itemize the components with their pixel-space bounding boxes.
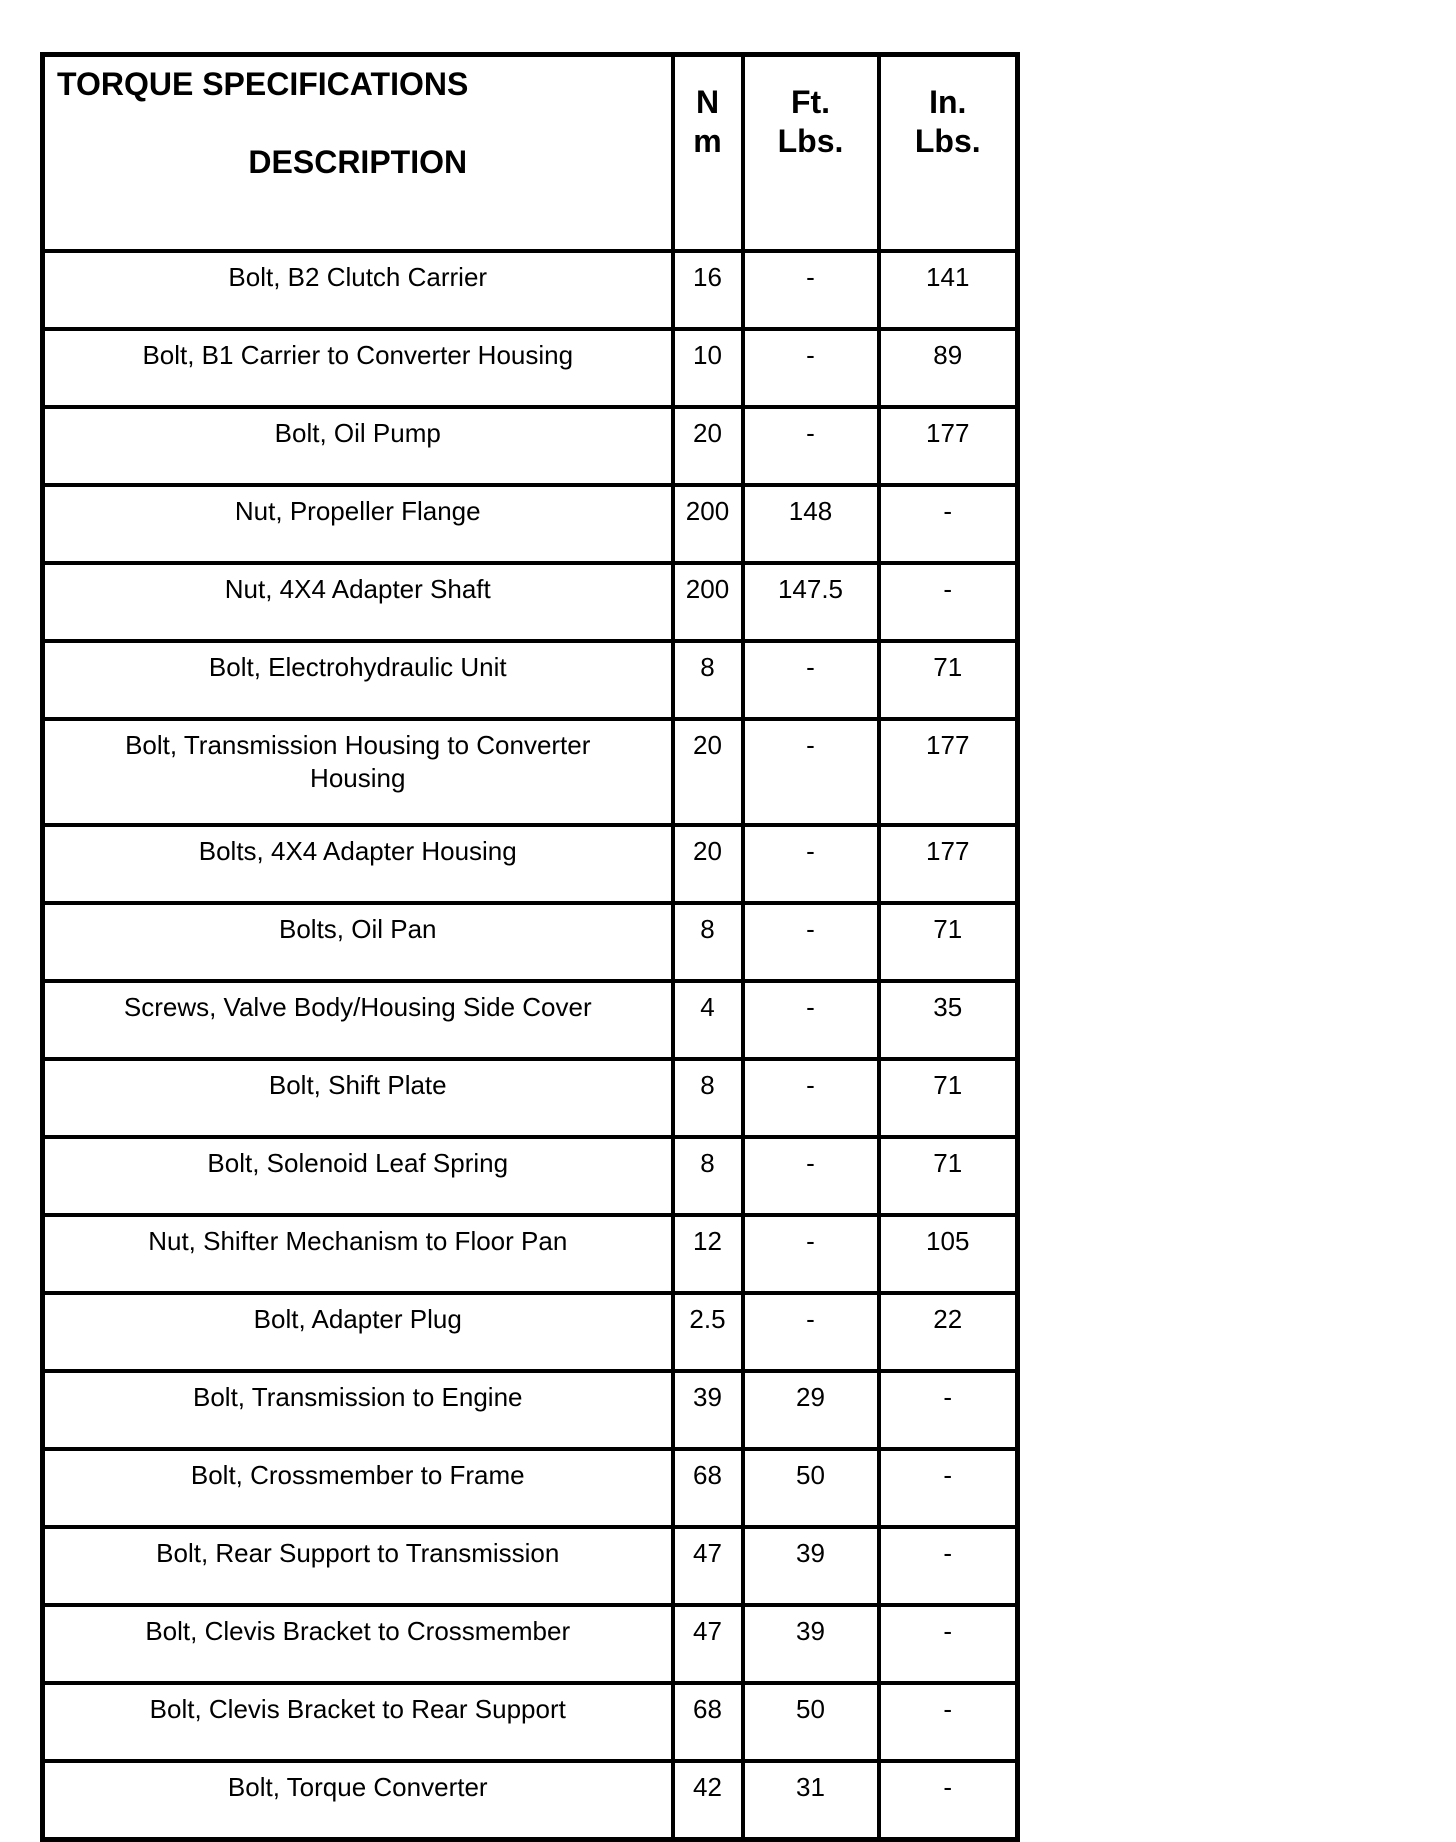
in-lbs-cell: 177	[879, 825, 1018, 903]
nm-cell: 20	[673, 407, 743, 485]
header-nm: N m	[693, 84, 722, 159]
nm-cell: 8	[673, 903, 743, 981]
in-lbs-cell: -	[879, 1527, 1018, 1605]
header-ft-lbs-cell	[743, 55, 879, 252]
table-row	[43, 1527, 1018, 1605]
in-lbs-cell: 22	[879, 1293, 1018, 1371]
nm-cell: 8	[673, 641, 743, 719]
row-description: Bolt, Oil Pump	[274, 418, 441, 448]
row-description: Bolt, Rear Support to Transmission	[156, 1538, 560, 1568]
row-description: Nut, Shifter Mechanism to Floor Pan	[148, 1226, 568, 1256]
row-description: Bolt, Clevis Bracket to Crossmember	[145, 1616, 571, 1646]
row-description: Nut, 4X4 Adapter Shaft	[224, 574, 491, 604]
ft-lbs-cell: -	[743, 1215, 879, 1293]
in-lbs-cell: 89	[879, 329, 1018, 407]
description-cell	[43, 1371, 673, 1449]
header-nm-cell	[673, 55, 743, 252]
header-description: DESCRIPTION	[248, 144, 468, 180]
in-lbs-cell: 71	[879, 1137, 1018, 1215]
nm-cell: 42	[673, 1761, 743, 1840]
ft-lbs-cell: -	[743, 719, 879, 825]
in-lbs-cell: 177	[879, 407, 1018, 485]
in-lbs-cell: -	[879, 485, 1018, 563]
ft-lbs-cell: 50	[743, 1683, 879, 1761]
in-lbs-cell: -	[879, 1761, 1018, 1840]
in-lbs-cell: 71	[879, 903, 1018, 981]
description-cell	[43, 329, 673, 407]
nm-cell: 2.5	[673, 1293, 743, 1371]
nm-cell: 68	[673, 1449, 743, 1527]
description-cell	[43, 251, 673, 329]
in-lbs-cell: 71	[879, 1059, 1018, 1137]
table-header-row	[43, 55, 1018, 252]
row-description: Bolts, Oil Pan	[278, 914, 437, 944]
table-row	[43, 719, 1018, 825]
row-description: Bolts, 4X4 Adapter Housing	[198, 836, 517, 866]
description-cell	[43, 825, 673, 903]
nm-cell: 12	[673, 1215, 743, 1293]
table-row	[43, 1761, 1018, 1840]
ft-lbs-cell: 29	[743, 1371, 879, 1449]
description-cell	[43, 903, 673, 981]
description-cell	[43, 1605, 673, 1683]
ft-lbs-cell: 148	[743, 485, 879, 563]
row-description: Bolt, B1 Carrier to Converter Housing	[142, 340, 574, 370]
ft-lbs-cell: -	[743, 407, 879, 485]
row-description: Bolt, Clevis Bracket to Rear Support	[149, 1694, 566, 1724]
ft-lbs-cell: -	[743, 981, 879, 1059]
ft-lbs-cell: 147.5	[743, 563, 879, 641]
table-row	[43, 251, 1018, 329]
nm-cell: 47	[673, 1527, 743, 1605]
nm-cell: 16	[673, 251, 743, 329]
row-description: Bolt, Crossmember to Frame	[190, 1460, 525, 1490]
ft-lbs-cell: -	[743, 1059, 879, 1137]
description-cell	[43, 563, 673, 641]
table-row	[43, 1605, 1018, 1683]
description-cell	[43, 1059, 673, 1137]
ft-lbs-cell: -	[743, 251, 879, 329]
table-row	[43, 825, 1018, 903]
row-description: Bolt, Solenoid Leaf Spring	[207, 1148, 509, 1178]
row-description: Bolt, Transmission to Engine	[193, 1382, 523, 1412]
header-description-cell	[43, 55, 673, 252]
table-title: TORQUE SPECIFICATIONS	[57, 66, 469, 102]
in-lbs-cell: 71	[879, 641, 1018, 719]
in-lbs-cell: -	[879, 1683, 1018, 1761]
nm-cell: 68	[673, 1683, 743, 1761]
description-cell	[43, 981, 673, 1059]
description-cell	[43, 641, 673, 719]
row-description: Bolt, Shift Plate	[268, 1070, 447, 1100]
row-description: Bolt, Transmission Housing to Converter Housing	[125, 730, 591, 793]
ft-lbs-cell: -	[743, 329, 879, 407]
description-cell	[43, 1215, 673, 1293]
in-lbs-cell: 141	[879, 251, 1018, 329]
table-body	[43, 251, 1018, 1840]
row-description: Screws, Valve Body/Housing Side Cover	[123, 992, 592, 1022]
description-cell	[43, 1137, 673, 1215]
nm-cell: 47	[673, 1605, 743, 1683]
table-row	[43, 981, 1018, 1059]
ft-lbs-cell: -	[743, 1293, 879, 1371]
description-cell	[43, 1527, 673, 1605]
ft-lbs-cell: -	[743, 641, 879, 719]
table-row	[43, 1293, 1018, 1371]
in-lbs-cell: -	[879, 1371, 1018, 1449]
row-description: Bolt, Torque Converter	[227, 1772, 488, 1802]
header-in-lbs: In. Lbs.	[914, 84, 981, 159]
ft-lbs-cell: -	[743, 903, 879, 981]
nm-cell: 20	[673, 825, 743, 903]
nm-cell: 20	[673, 719, 743, 825]
in-lbs-cell: -	[879, 1449, 1018, 1527]
table-row	[43, 1683, 1018, 1761]
table-row	[43, 1371, 1018, 1449]
ft-lbs-cell: -	[743, 825, 879, 903]
table-row	[43, 1449, 1018, 1527]
nm-cell: 200	[673, 485, 743, 563]
table-row	[43, 329, 1018, 407]
nm-cell: 8	[673, 1059, 743, 1137]
description-cell	[43, 1683, 673, 1761]
in-lbs-cell: -	[879, 563, 1018, 641]
table-row	[43, 641, 1018, 719]
row-description: Nut, Propeller Flange	[234, 496, 481, 526]
row-description: Bolt, Adapter Plug	[253, 1304, 462, 1334]
row-description: Bolt, Electrohydraulic Unit	[208, 652, 507, 682]
description-cell	[43, 1449, 673, 1527]
torque-specifications-table	[40, 52, 1020, 1842]
table-row	[43, 407, 1018, 485]
ft-lbs-cell: 39	[743, 1527, 879, 1605]
table-row	[43, 1059, 1018, 1137]
in-lbs-cell: -	[879, 1605, 1018, 1683]
row-description: Bolt, B2 Clutch Carrier	[228, 262, 488, 292]
description-cell	[43, 407, 673, 485]
description-cell	[43, 1761, 673, 1840]
description-cell	[43, 485, 673, 563]
ft-lbs-cell: -	[743, 1137, 879, 1215]
table-row	[43, 1137, 1018, 1215]
in-lbs-cell: 35	[879, 981, 1018, 1059]
nm-cell: 200	[673, 563, 743, 641]
nm-cell: 4	[673, 981, 743, 1059]
in-lbs-cell: 177	[879, 719, 1018, 825]
table-row	[43, 485, 1018, 563]
in-lbs-cell: 105	[879, 1215, 1018, 1293]
header-ft-lbs: Ft. Lbs.	[777, 84, 844, 159]
table-row	[43, 903, 1018, 981]
description-cell	[43, 719, 673, 825]
nm-cell: 8	[673, 1137, 743, 1215]
nm-cell: 10	[673, 329, 743, 407]
table-row	[43, 563, 1018, 641]
ft-lbs-cell: 31	[743, 1761, 879, 1840]
nm-cell: 39	[673, 1371, 743, 1449]
header-in-lbs-cell	[879, 55, 1018, 252]
table-row	[43, 1215, 1018, 1293]
description-cell	[43, 1293, 673, 1371]
ft-lbs-cell: 39	[743, 1605, 879, 1683]
ft-lbs-cell: 50	[743, 1449, 879, 1527]
